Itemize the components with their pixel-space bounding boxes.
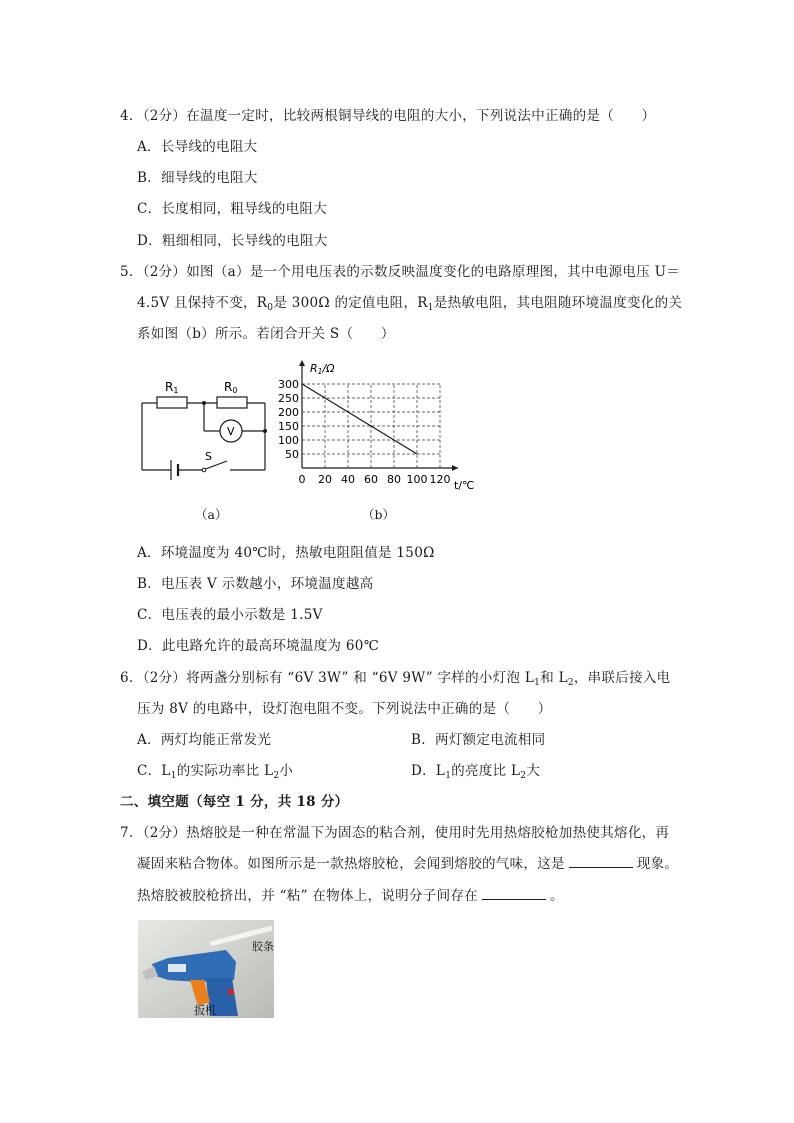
q6-option-b: B．两灯额定电流相同: [411, 732, 546, 748]
answer-blank-2[interactable]: [482, 887, 546, 900]
x-axis-arrow-icon: [452, 465, 458, 471]
q6-option-d: D．$L_1$的亮度比 $L_2$大: [411, 763, 541, 781]
q7-line2: 凝固来粘合物体。如图所示是一款热熔胶枪，会闻到熔胶的气味，这是 现象。: [137, 856, 679, 872]
q6-option-a: A．两灯均能正常发光: [137, 732, 272, 748]
y-axis-arrow-icon: [299, 360, 305, 366]
q4-stem: 4．（2分）在温度一定时，比较两根铜导线的电阻的大小，下列说法中正确的是（ ）: [120, 108, 656, 124]
q5-stem-line2: 4.5V 且保持不变，$R_0$是 300Ω 的定值电阻，$R_1$是热敏电阻，其电阻随环境温度变化的关: [137, 295, 683, 313]
q4-option-c: C．长度相同，粗导线的电阻大: [137, 201, 328, 217]
switch-label: S: [205, 450, 212, 463]
y-tick-label: 300: [278, 378, 299, 391]
x-tick-label: 120: [429, 473, 451, 486]
r0-label: R0: [224, 380, 238, 395]
r1-resistor: [157, 397, 187, 408]
r1-temperature-graph: [278, 356, 478, 496]
x-tick-label: 80: [387, 473, 401, 486]
y-tick-label: 50: [285, 448, 299, 461]
q7-line1: 7．（2分）热熔胶是一种在常温下为固态的粘合剂，使用时先用热熔胶枪加热使其熔化，再: [120, 825, 670, 841]
graph-x-axis-label: t/℃: [454, 479, 475, 492]
answer-blank-1[interactable]: [569, 855, 633, 868]
y-tick-label: 200: [278, 406, 299, 419]
y-tick-label: 100: [278, 434, 299, 447]
q6-stem-line1: 6．（2分）将两盏分别标有 “6V 3W” 和 “6V 9W” 字样的小灯泡 $L_1$和 $L_2$，串联后接入电: [120, 670, 671, 688]
y-tick-label: 150: [278, 420, 299, 433]
q5-option-c: C．电压表的最小示数是 1.5V: [137, 607, 323, 623]
q7-line3: 热熔胶被胶枪挤出，并 “粘” 在物体上，说明分子间存在 。: [137, 888, 564, 904]
section-title: 二、填空题（每空 1 分，共 18 分）: [120, 794, 349, 810]
q4-option-d: D．粗细相同，长导线的电阻大: [137, 233, 328, 249]
r0-resistor: [217, 397, 247, 408]
glue-gun-photo: [138, 920, 274, 1018]
q5-stem-line1: 5．（2分）如图（a）是一个用电压表的示数反映温度变化的电路原理图，其中电源电压 U＝: [120, 264, 681, 280]
voltmeter-label: V: [227, 425, 235, 438]
q4-option-a: A．长导线的电阻大: [137, 139, 258, 155]
x-tick-label: 100: [406, 473, 428, 486]
x-tick-label: 40: [341, 473, 355, 486]
y-tick-label: 250: [278, 392, 299, 405]
q6-stem-line2: 压为 8V 的电路中，设灯泡电阻不变。下列说法中正确的是（ ）: [137, 701, 552, 717]
q5-option-b: B．电压表 V 示数越小，环境温度越高: [137, 576, 374, 592]
graph-caption: （b）: [362, 507, 396, 522]
junction-dot-right: [263, 429, 267, 433]
graph-y-axis-label: R1/Ω: [310, 362, 335, 376]
q5-option-a: A．环境温度为 40℃时，热敏电阻阻值是 150Ω: [137, 545, 435, 561]
label-trigger: 扳机: [194, 1004, 216, 1017]
junction-dot-left: [202, 401, 206, 405]
circuit-caption: （a）: [195, 507, 228, 522]
q5-stem-line3: 系如图（b）所示。若闭合开关 S（ ）: [137, 326, 395, 342]
label-glue-stick: 胶条: [252, 940, 274, 953]
q5-option-d: D．此电路允许的最高环境温度为 60℃: [137, 638, 380, 654]
r1-series-line: [302, 384, 417, 454]
q4-option-b: B．细导线的电阻大: [137, 170, 258, 186]
x-tick-label: 0: [298, 473, 306, 486]
power-light-icon: [228, 989, 234, 995]
circuit-diagram: [135, 372, 285, 492]
r1-label: R1: [165, 380, 179, 395]
x-tick-label: 60: [364, 473, 378, 486]
x-tick-label: 20: [318, 473, 332, 486]
q6-option-c: C．$L_1$的实际功率比 $L_2$小: [137, 763, 294, 781]
